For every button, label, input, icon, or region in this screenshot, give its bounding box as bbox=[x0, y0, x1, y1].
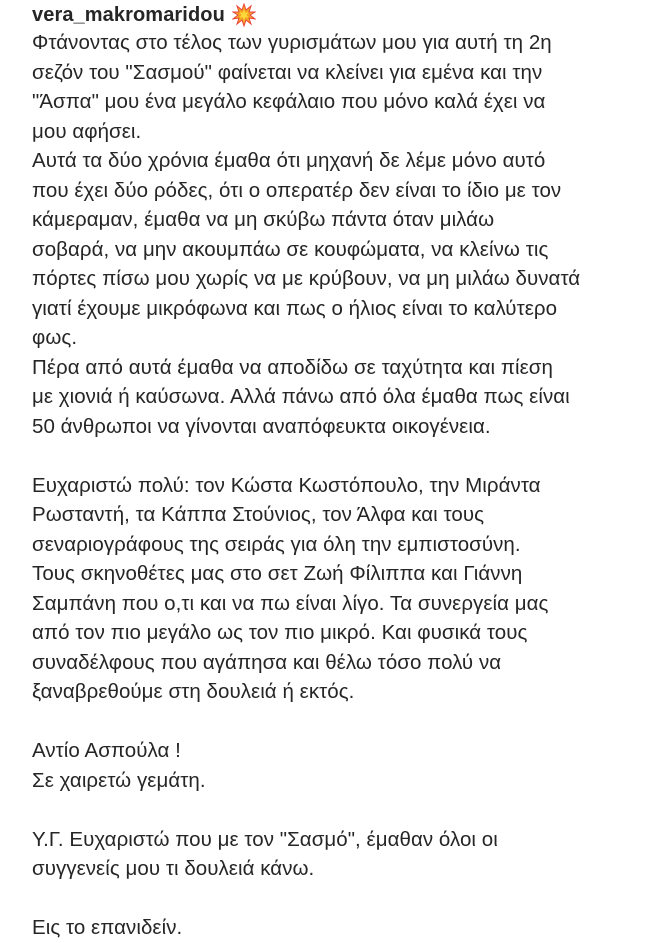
caption-line: Σε χαιρετώ γεμάτη. bbox=[32, 768, 206, 792]
caption-paragraph-5 bbox=[32, 736, 644, 795]
caption-line: κάμεραμαν, έμαθα να μη σκύβω πάντα όταν μιλάω bbox=[32, 208, 495, 231]
caption-line: Αντίο Ασπούλα ! bbox=[32, 739, 181, 762]
caption-line: Ευχαριστώ πολύ: τον Κώστα Κωστόπουλο, την Μιράντα bbox=[32, 473, 541, 497]
caption-paragraph-3 bbox=[32, 353, 644, 442]
caption-line: σεναριογράφους της σειράς για όλη την εμπιστοσύνη. bbox=[32, 532, 521, 556]
caption-line: Υ.Γ. Ευχαριστώ που με τον "Σασμό", έμαθαν όλοι οι bbox=[32, 827, 498, 851]
caption-line: μου αφήσει. bbox=[32, 119, 142, 143]
caption-line: Αυτά τα δύο χρόνια έμαθα ότι μηχανή δε λέμε μόνο αυτό bbox=[32, 149, 546, 172]
collision-burst-icon bbox=[232, 3, 256, 27]
post-header bbox=[32, 2, 644, 28]
post-caption bbox=[32, 28, 644, 943]
caption-line: πόρτες πίσω μου χωρίς να με κρύβουν, να μη μιλάω δυνατά bbox=[32, 267, 581, 290]
caption-line: ξαναβρεθούμε στη δουλειά ή εκτός. bbox=[32, 680, 355, 703]
caption-line: με χιονιά ή καύσωνα. Αλλά πάνω από όλα έμαθα πως είναι bbox=[32, 385, 570, 408]
caption-line: Φτάνοντας στο τέλος των γυρισμάτων μου για αυτή τη 2η bbox=[32, 31, 552, 54]
caption-paragraph-6 bbox=[32, 825, 644, 884]
caption-line: "Άσπα" μου ένα μεγάλο κεφάλαιο που μόνο καλά έχει να bbox=[32, 90, 546, 113]
paragraph-spacer bbox=[32, 795, 644, 825]
caption-line: γιατί έχουμε μικρόφωνα και πως ο ήλιος είναι το καλύτερο bbox=[32, 296, 558, 320]
paragraph-spacer bbox=[32, 884, 644, 914]
caption-line: Πέρα από αυτά έμαθα να αποδίδω σε ταχύτητα και πίεση bbox=[32, 355, 553, 379]
caption-line: που έχει δύο ρόδες, ότι ο οπερατέρ δεν είναι το ίδιο με τον bbox=[32, 178, 562, 202]
caption-paragraph-2 bbox=[32, 146, 644, 353]
instagram-post bbox=[32, 0, 644, 943]
caption-line: συγγενείς μου τι δουλειά κάνω. bbox=[32, 857, 315, 880]
paragraph-spacer bbox=[32, 707, 644, 737]
caption-line: φως. bbox=[32, 326, 78, 349]
caption-line: σεζόν του "Σασμού" φαίνεται να κλείνει για εμένα και την bbox=[32, 60, 543, 84]
caption-line: Ρωσταντή, τα Κάππα Στούνιος, τον Άλφα και τους bbox=[32, 503, 485, 526]
caption-paragraph-1 bbox=[32, 28, 644, 146]
username-link[interactable]: vera_makromaridou bbox=[32, 3, 225, 26]
caption-line: από τον πιο μεγάλο ως τον πιο μικρό. Και φυσικά τους bbox=[32, 621, 528, 644]
caption-paragraph-7 bbox=[32, 913, 644, 943]
caption-line: Εις το επανιδείν. bbox=[32, 916, 183, 939]
caption-line: Σαμπάνη που ο,τι και να πω είναι λίγο. Τα συνεργεία μας bbox=[32, 591, 549, 615]
caption-line: Τους σκηνοθέτες μας στο σετ Ζωή Φίλιππα και Γιάννη bbox=[32, 562, 523, 585]
caption-line: σοβαρά, να μην ακουμπάω σε κουφώματα, να κλείνω τις bbox=[32, 237, 549, 261]
caption-line: συναδέλφους που αγάπησα και θέλω τόσο πολύ να bbox=[32, 650, 502, 674]
paragraph-spacer bbox=[32, 441, 644, 471]
caption-line: 50 άνθρωποι να γίνονται αναπόφευκτα οικογένεια. bbox=[32, 414, 491, 438]
caption-paragraph-4 bbox=[32, 471, 644, 707]
